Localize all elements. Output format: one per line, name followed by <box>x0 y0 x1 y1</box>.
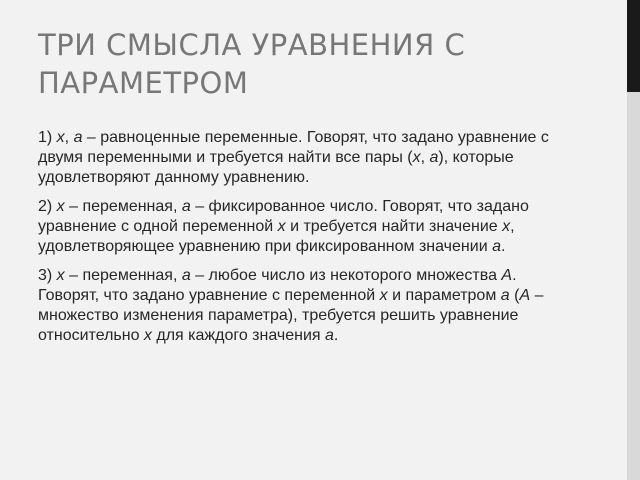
text-run: – любое число из некоторого множества <box>190 267 502 284</box>
math-variable: А <box>519 287 531 304</box>
math-variable: a <box>500 287 510 304</box>
text-run: , <box>420 149 430 166</box>
text-run: для каждого значения <box>151 327 325 344</box>
paragraph-1 <box>38 128 578 188</box>
text-run: 1) <box>38 129 57 146</box>
paragraph-3 <box>38 266 578 346</box>
math-variable: a <box>429 149 439 166</box>
text-run: ( <box>509 287 520 304</box>
math-variable: x <box>56 129 65 146</box>
math-variable: x <box>379 287 388 304</box>
scrollbar-thumb[interactable] <box>627 0 640 92</box>
math-variable: x <box>56 267 65 284</box>
slide-body <box>38 128 578 355</box>
text-run: – переменная, <box>64 267 182 284</box>
math-variable: x <box>277 218 286 235</box>
slide-title: ТРИ СМЫСЛА УРАВНЕНИЯ С ПАРАМЕТРОМ <box>38 28 466 100</box>
text-run: ), которые удовлетворяют данному уравнению. <box>38 149 514 186</box>
math-variable: А <box>501 267 513 284</box>
text-run: – множество изменения параметра), требуется решить уравнение относительно <box>38 287 544 344</box>
text-run: , <box>64 129 74 146</box>
math-variable: x <box>143 327 152 344</box>
text-run: и требуется найти значение <box>285 218 503 235</box>
math-variable: x <box>56 198 65 215</box>
math-variable: a <box>181 198 191 215</box>
text-run: 3) <box>38 267 57 284</box>
text-run: 2) <box>38 198 57 215</box>
text-run: – равноценные переменные. Говорят, что задано уравнение с двумя переменными и требуется найти все пары ( <box>38 129 549 166</box>
text-run: – фиксированное число. Говорят, что задано уравнение с одной переменной <box>38 198 529 235</box>
math-variable: x <box>412 149 421 166</box>
math-variable: a <box>73 129 83 146</box>
text-run: и параметром <box>387 287 501 304</box>
text-run: – переменная, <box>64 198 182 215</box>
math-variable: x <box>502 218 511 235</box>
paragraph-2 <box>38 197 578 257</box>
math-variable: a <box>492 238 501 255</box>
math-variable: a <box>325 327 334 344</box>
text-run: . Говорят, что задано уравнение с переменной <box>38 267 517 304</box>
text-run: . <box>500 238 506 255</box>
math-variable: a <box>181 267 191 284</box>
text-run: . <box>333 327 339 344</box>
text-run: , удовлетворяющее уравнению при фиксированном значении <box>38 218 515 255</box>
